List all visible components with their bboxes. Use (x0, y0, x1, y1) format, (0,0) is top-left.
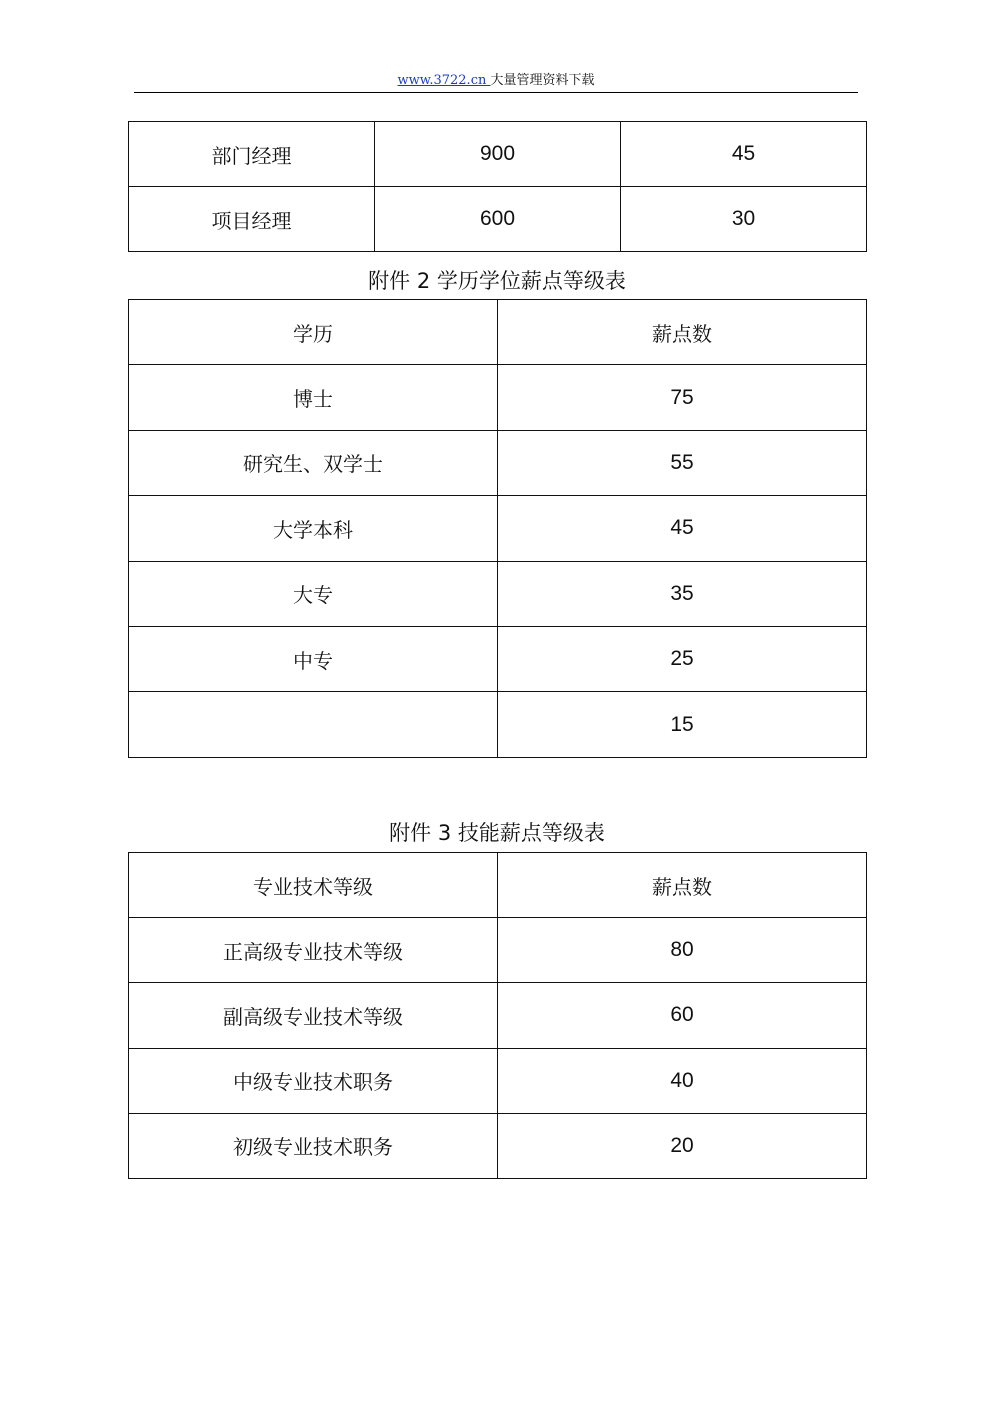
education-points-table (128, 299, 867, 758)
points-cell: 40 (498, 1048, 867, 1113)
label-cell: 研究生、双学士 (129, 430, 498, 495)
label-cell: 大学本科 (129, 496, 498, 561)
table-row (129, 561, 867, 626)
label-cell: 博士 (129, 365, 498, 430)
label-cell: 副高级专业技术等级 (129, 983, 498, 1048)
header-cell-skill-level: 专业技术等级 (129, 853, 498, 918)
value-cell: 600 (375, 187, 621, 252)
table-row (129, 1048, 867, 1113)
label-cell: 初级专业技术职务 (129, 1113, 498, 1178)
table-row (129, 692, 867, 757)
points-cell: 60 (498, 983, 867, 1048)
table-row (129, 187, 867, 252)
label-cell: 中级专业技术职务 (129, 1048, 498, 1113)
table-row (129, 365, 867, 430)
points-cell: 35 (498, 561, 867, 626)
header-rule (134, 92, 858, 93)
points-cell: 75 (498, 365, 867, 430)
position-cell: 项目经理 (129, 187, 375, 252)
table-row (129, 918, 867, 983)
table-row (129, 496, 867, 561)
table-row (129, 1113, 867, 1178)
points-cell: 25 (498, 626, 867, 691)
skill-table-caption: 附件 3 技能薪点等级表 (389, 821, 605, 845)
header-tagline: 大量管理资料下载 (490, 73, 595, 88)
table-row (129, 430, 867, 495)
value-cell: 30 (621, 187, 867, 252)
label-cell: 中专 (129, 626, 498, 691)
position-points-table (128, 121, 867, 252)
table-header-row (129, 853, 867, 918)
header-cell-points: 薪点数 (498, 853, 867, 918)
label-cell: 大专 (129, 561, 498, 626)
header-cell-education: 学历 (129, 300, 498, 365)
table-row (129, 983, 867, 1048)
value-cell: 900 (375, 122, 621, 187)
points-cell: 45 (498, 496, 867, 561)
site-link[interactable]: www.3722.cn (397, 73, 491, 88)
value-cell: 45 (621, 122, 867, 187)
position-cell: 部门经理 (129, 122, 375, 187)
skill-points-table (128, 852, 867, 1179)
points-cell: 15 (498, 692, 867, 757)
points-cell: 20 (498, 1113, 867, 1178)
education-table-caption: 附件 2 学历学位薪点等级表 (368, 269, 626, 293)
table-row (129, 626, 867, 691)
table-header-row (129, 300, 867, 365)
points-cell: 55 (498, 430, 867, 495)
points-cell: 80 (498, 918, 867, 983)
table-row (129, 122, 867, 187)
label-cell: 正高级专业技术等级 (129, 918, 498, 983)
header-cell-points: 薪点数 (498, 300, 867, 365)
label-cell (129, 692, 498, 757)
page-header (134, 70, 858, 92)
